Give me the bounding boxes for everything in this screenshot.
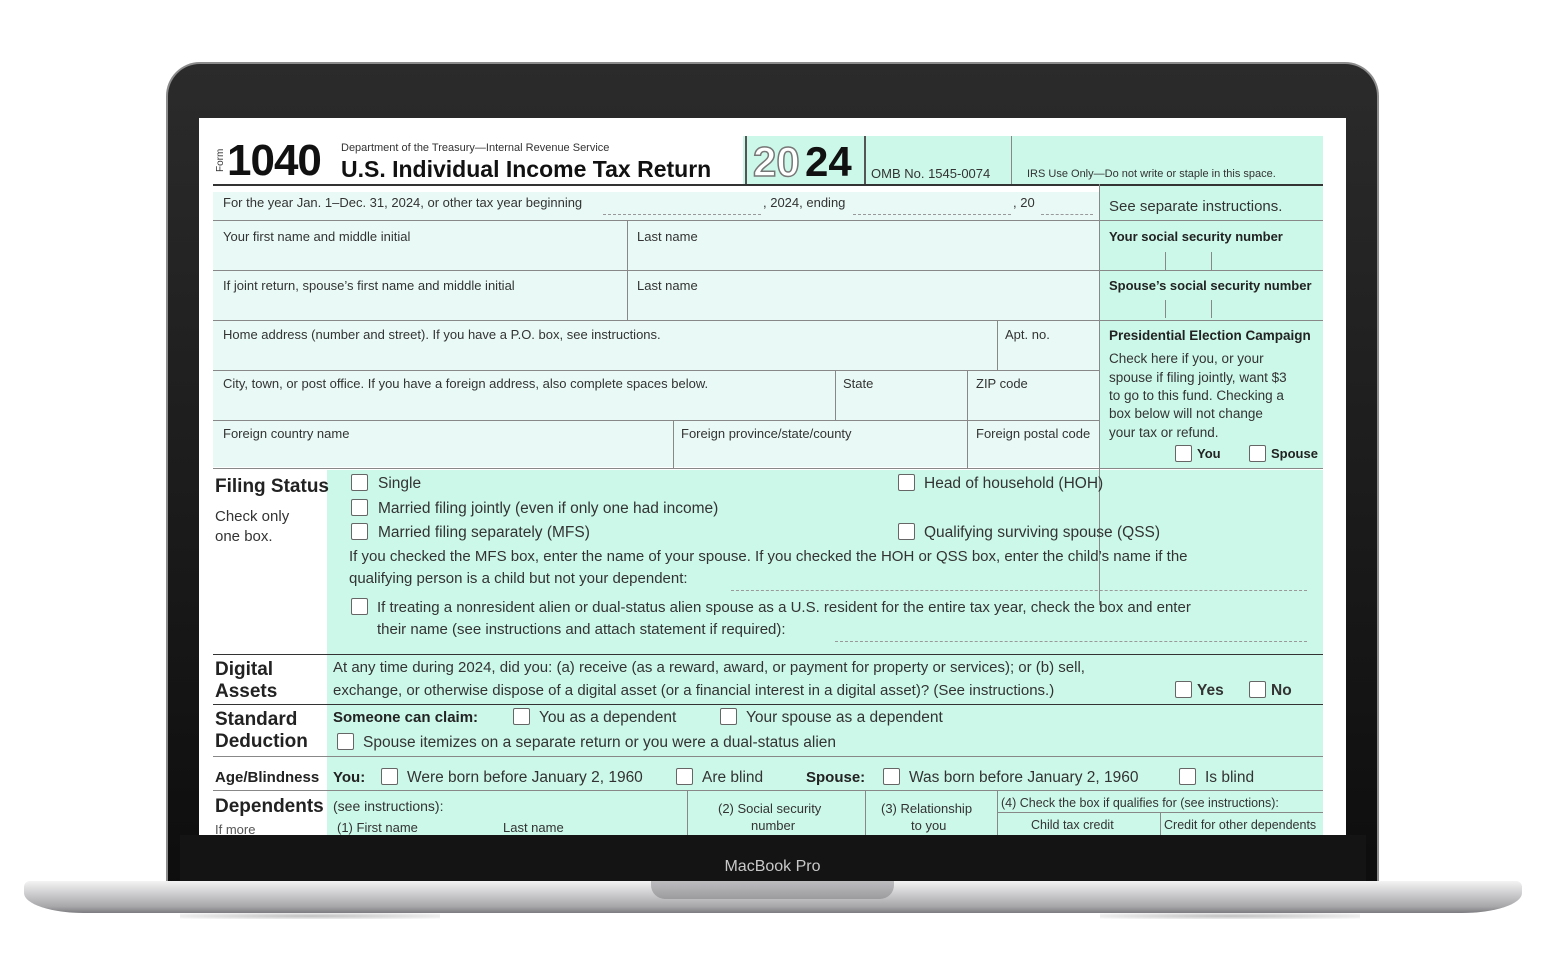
year-bold: 24	[805, 138, 852, 185]
filing-note-2: qualifying person is a child but not your dependent:	[349, 570, 688, 587]
spouse-ssn-sep-2	[1211, 300, 1212, 318]
laptop-opening-notch	[651, 881, 894, 899]
digital-assets-title-1: Digital	[215, 659, 274, 680]
omb-number: OMB No. 1545-0074	[871, 166, 991, 181]
standard-deduction-title-1: Standard	[215, 709, 298, 730]
you-born-before-label: Were born before January 2, 1960	[407, 769, 643, 786]
standard-deduction-title-2: Deduction	[215, 731, 308, 752]
rule-year	[213, 220, 1323, 221]
you-born-before-checkbox[interactable]	[381, 768, 398, 785]
spouse-itemizes-checkbox[interactable]	[337, 733, 354, 750]
single-label: Single	[378, 475, 422, 492]
state-label: State	[843, 376, 874, 391]
mfj-checkbox[interactable]	[351, 499, 368, 516]
nonresident-line-1: If treating a nonresident alien or dual-status alien spouse as a U.S. resident for the entire tax year, check the box and enter	[377, 599, 1191, 616]
spouse-ssn-sep-1	[1165, 300, 1166, 318]
qss-label: Qualifying surviving spouse (QSS)	[924, 524, 1161, 541]
header-rule	[213, 184, 1323, 186]
tax-year-ending-label: , 2024, ending	[763, 195, 846, 210]
digital-assets-yes-label: Yes	[1197, 682, 1224, 699]
age-you-label: You:	[333, 769, 366, 786]
hoh-checkbox[interactable]	[898, 474, 915, 491]
ssn-label: Your social security number	[1109, 229, 1283, 244]
election-you-checkbox[interactable]	[1175, 445, 1192, 462]
dep-divider-1	[687, 790, 688, 835]
dep-divider-4	[1160, 812, 1161, 835]
form-1040	[213, 136, 1325, 835]
nonresident-checkbox[interactable]	[351, 598, 368, 615]
election-line-1: Check here if you, or your	[1109, 351, 1264, 366]
irs-use-only: IRS Use Only—Do not write or staple in this space.	[1027, 168, 1276, 180]
first-name-field[interactable]	[213, 244, 1099, 270]
nonresident-line-2: their name (see instructions and attach statement if required):	[377, 621, 786, 638]
you-dependent-checkbox[interactable]	[513, 708, 530, 725]
laptop-foot-right	[1100, 913, 1360, 919]
filing-note-1: If you checked the MFS box, enter the name of your spouse. If you checked the HOH or QSS box, enter the child’s name if the	[349, 548, 1188, 565]
ssn-sep-1	[1165, 252, 1166, 270]
home-address-label: Home address (number and street). If you have a P.O. box, see instructions.	[223, 327, 661, 342]
laptop-foot-left	[180, 913, 440, 919]
tax-year-end-field[interactable]	[853, 214, 1011, 215]
you-blind-checkbox[interactable]	[676, 768, 693, 785]
mfs-label: Married filing separately (MFS)	[378, 524, 590, 541]
nonresident-name-field[interactable]	[835, 641, 1307, 642]
spouse-born-before-checkbox[interactable]	[883, 768, 900, 785]
laptop-screen	[199, 118, 1346, 835]
form-number: 1040	[227, 136, 321, 185]
spouse-itemizes-label: Spouse itemizes on a separate return or you were a dual-status alien	[363, 734, 837, 751]
election-spouse-label: Spouse	[1271, 446, 1318, 461]
election-spouse-checkbox[interactable]	[1249, 445, 1266, 462]
dep-col2-2: number	[751, 818, 796, 833]
dependents-first-name: (1) First name	[337, 820, 418, 835]
zip-divider	[967, 370, 968, 420]
rule-age-bottom	[213, 790, 1323, 791]
dep-col2-1: (2) Social security	[718, 801, 822, 816]
mfs-checkbox[interactable]	[351, 523, 368, 540]
header-divider-2	[864, 136, 866, 184]
apt-divider	[997, 320, 998, 370]
foreign-divider-1	[673, 420, 674, 468]
tax-year-20-field[interactable]	[1041, 214, 1093, 215]
dep-divider-2	[865, 790, 866, 835]
rule-name	[213, 270, 1323, 271]
spouse-first-name-label: If joint return, spouse’s first name and middle initial	[223, 278, 515, 293]
election-title: Presidential Election Campaign	[1109, 328, 1311, 343]
form-title: U.S. Individual Income Tax Return	[341, 156, 712, 182]
rule-identity-bottom	[213, 468, 1323, 469]
rule-filing-bottom	[213, 654, 1323, 655]
mfj-label: Married filing jointly (even if only one had income)	[378, 500, 719, 517]
dependents-see: (see instructions):	[333, 798, 444, 814]
zip-label: ZIP code	[976, 376, 1028, 391]
rule-digital-bottom	[213, 704, 1323, 705]
ssn-sep-2	[1211, 252, 1212, 270]
spouse-blind-label: Is blind	[1205, 769, 1255, 786]
election-line-2: spouse if filing jointly, want $3	[1109, 370, 1287, 385]
year-light: 20	[753, 138, 800, 185]
form-word: Form	[215, 148, 226, 172]
filing-status-title: Filing Status	[215, 476, 329, 497]
dependents-last-name: Last name	[503, 820, 564, 835]
first-name-label: Your first name and middle initial	[223, 229, 411, 244]
header-divider-1	[745, 136, 747, 184]
spouse-dependent-label: Your spouse as a dependent	[746, 709, 943, 726]
spouse-born-before-label: Was born before January 2, 1960	[909, 769, 1139, 786]
spouse-last-name-label: Last name	[637, 278, 698, 293]
foreign-province-label: Foreign province/state/county	[681, 426, 852, 441]
age-blindness-title: Age/Blindness	[215, 769, 320, 786]
digital-assets-title-2: Assets	[215, 681, 278, 702]
filing-status-hint-2: one box.	[215, 528, 273, 545]
digital-assets-q2: exchange, or otherwise dispose of a digital asset (or a financial interest in a digital asset)? (See instructions.)	[333, 682, 1055, 699]
digital-assets-no-checkbox[interactable]	[1249, 681, 1266, 698]
spouse-dependent-checkbox[interactable]	[720, 708, 737, 725]
qss-checkbox[interactable]	[898, 523, 915, 540]
dep-col3-2: to you	[911, 818, 947, 833]
agency: Department of the Treasury—Internal Revenue Service	[341, 142, 610, 154]
election-line-4: box below will not change	[1109, 406, 1263, 421]
hoh-label: Head of household (HOH)	[924, 475, 1104, 492]
apt-label: Apt. no.	[1005, 327, 1050, 342]
dependents-cutoff: If more	[215, 822, 256, 835]
election-line-3: to go to this fund. Checking a	[1109, 388, 1284, 403]
someone-can-claim: Someone can claim:	[333, 709, 479, 726]
rule-spouse	[213, 320, 1323, 321]
dependents-title: Dependents	[215, 796, 324, 817]
qualifying-person-field[interactable]	[731, 590, 1307, 591]
state-divider	[835, 370, 836, 420]
dep-col3-1: (3) Relationship	[881, 801, 973, 816]
last-name-label: Last name	[637, 229, 698, 244]
tax-year-20-label: , 20	[1013, 195, 1035, 210]
you-blind-label: Are blind	[702, 769, 764, 786]
foreign-divider-2	[967, 420, 968, 468]
dep-col4: (4) Check the box if qualifies for (see instructions):	[1001, 796, 1279, 810]
single-checkbox[interactable]	[351, 474, 368, 491]
you-dependent-label: You as a dependent	[539, 709, 677, 726]
digital-assets-yes-checkbox[interactable]	[1175, 681, 1192, 698]
header-divider-3	[1011, 136, 1012, 184]
tax-year-label: For the year Jan. 1–Dec. 31, 2024, or other tax year beginning	[223, 195, 583, 210]
foreign-postal-label: Foreign postal code	[976, 426, 1091, 441]
dep-child-credit: Child tax credit	[1031, 818, 1114, 832]
tax-year-begin-field[interactable]	[603, 214, 761, 215]
digital-assets-no-label: No	[1271, 682, 1292, 699]
city-label: City, town, or post office. If you have a foreign address, also complete spaces below.	[223, 376, 709, 391]
rule-standard-bottom	[213, 756, 1323, 757]
election-line-5: your tax or refund.	[1109, 425, 1219, 440]
spouse-blind-checkbox[interactable]	[1179, 768, 1196, 785]
filing-status-hint-1: Check only	[215, 508, 290, 525]
digital-assets-q1: At any time during 2024, did you: (a) receive (as a reward, award, or payment for property or services); or (b) sell,	[333, 659, 1085, 676]
election-you-label: You	[1197, 446, 1221, 461]
spouse-ssn-label: Spouse’s social security number	[1109, 278, 1312, 293]
foreign-country-label: Foreign country name	[223, 426, 350, 441]
device-label: MacBook Pro	[724, 858, 821, 875]
dep-other-credit: Credit for other dependents	[1164, 818, 1317, 832]
see-instructions: See separate instructions.	[1109, 198, 1283, 215]
age-spouse-label: Spouse:	[806, 769, 866, 786]
